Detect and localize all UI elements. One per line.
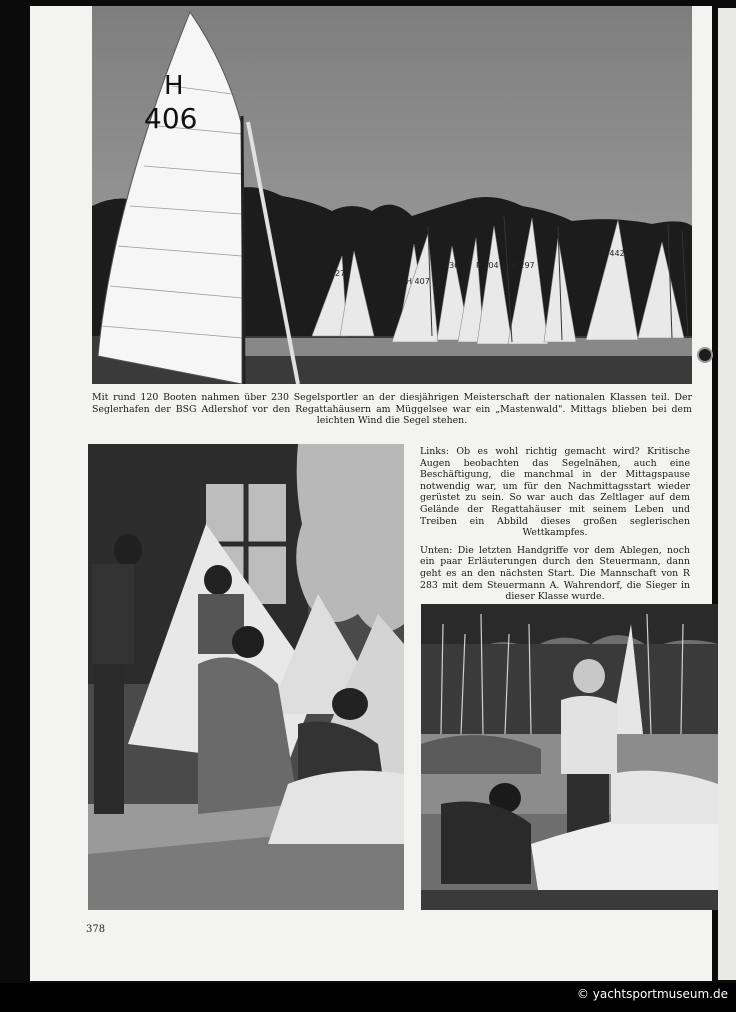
sail-number: P 304 bbox=[476, 261, 499, 270]
watermark-credit: © yachtsportmuseum.de bbox=[576, 987, 728, 1001]
photo-sail-sewing bbox=[88, 444, 404, 910]
sail-number: 236 bbox=[444, 261, 460, 270]
photo-regatta-harbor bbox=[92, 6, 692, 384]
page-number: 378 bbox=[86, 924, 106, 935]
photo-crew-departure bbox=[421, 604, 718, 910]
caption-top-text: Mit rund 120 Booten nahmen über 230 Segelsportler an der diesjährigen Meisterschaft der nationalen Klassen teil. Der Seglerhafen der BSG Adlershof vor den Regattahäusern am Müggelsee war ein „Mastenwald". Mittags blieben bei dem leichten Wind die Segel stehen. bbox=[92, 392, 692, 427]
sail-number: H 407 bbox=[406, 277, 430, 286]
caption-links: Links: Ob es wohl richtig gemacht wird? Kritische Augen beobachten das Segelnähen, auch eine Beschäftigung, die manchmal in der Mittagspause notwendig war, um für den Nachmittagsstart wieder gerüstet zu sein. So war auch das Zeltlager auf dem Gelände der Regattahäuser mit seinem Leben und Treiben ein Abbild dieses großen seglerischen Wettkampfes. bbox=[420, 446, 690, 539]
next-page-edge bbox=[718, 8, 736, 980]
sail-number: P 297 bbox=[512, 261, 535, 270]
sail-number: P 442 bbox=[602, 249, 625, 258]
binding-hole bbox=[697, 347, 713, 363]
sail-number-main: 406 bbox=[144, 102, 198, 135]
sail-number: 79 bbox=[462, 255, 473, 264]
caption-unten: Unten: Die letzten Handgriffe vor dem Ablegen, noch ein paar Erläuterungen durch den Steuermann, dann geht es an den nächsten Start. Die Mannschaft von R 283 mit dem Steuermann A. Wahrendorf, die Sieger in dieser Klasse wurde. bbox=[420, 544, 690, 603]
caption-top bbox=[92, 392, 692, 433]
sail-class-letter: H bbox=[164, 71, 184, 101]
sail-number: 270 bbox=[335, 269, 351, 278]
caption-side bbox=[420, 446, 690, 609]
